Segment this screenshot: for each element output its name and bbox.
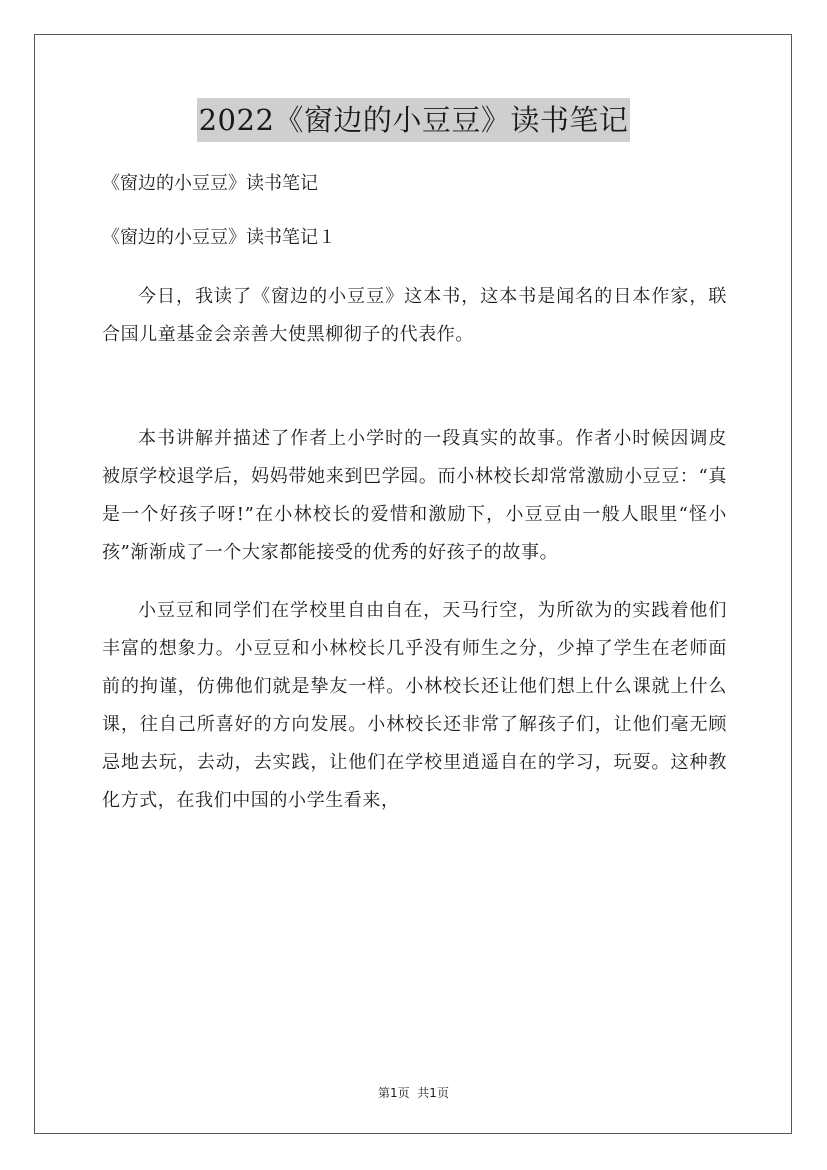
title-container — [0, 98, 827, 142]
paragraph-1: 今日，我读了《窗边的小豆豆》这本书，这本书是闻名的日本作家，联合国儿童基金会亲善大使黑柳彻子的代表作。 — [102, 286, 727, 345]
paragraph-2: 本书讲解并描述了作者上小学时的一段真实的故事。作者小时候因调皮被原学校退学后，妈妈带她来到巴学园。而小林校长却常常激励小豆豆：“真是一个好孩子呀!”在小林校长的爱惜和激励下，小豆豆由一般人眼里“怪小孩”渐渐成了一个大家都能接受的优秀的好孩子的故事。 — [102, 428, 727, 563]
paragraph-3: 小豆豆和同学们在学校里自由自在，天马行空，为所欲为的实践着他们丰富的想象力。小豆豆和小林校长几乎没有师生之分，少掉了学生在老师面前的拘谨，仿佛他们就是挚友一样。小林校长还让他们想上什么课就上什么课，往自己所喜好的方向发展。小林校长还非常了解孩子们，让他们毫无顾忌地去玩，去动，去实践，让他们在学校里逍遥自在的学习，玩耍。这种教化方式，在我们中国的小学生看来， — [102, 600, 727, 811]
subtitle-book-notes: 《窗边的小豆豆》读书笔记 — [102, 173, 318, 194]
subtitle-book-notes-1: 《窗边的小豆豆》读书笔记１ — [102, 227, 336, 248]
page-footer: 第1页 共1页 — [378, 1086, 449, 1100]
document-body — [102, 170, 727, 820]
document-title: 2022《窗边的小豆豆》读书笔记 — [197, 98, 631, 142]
